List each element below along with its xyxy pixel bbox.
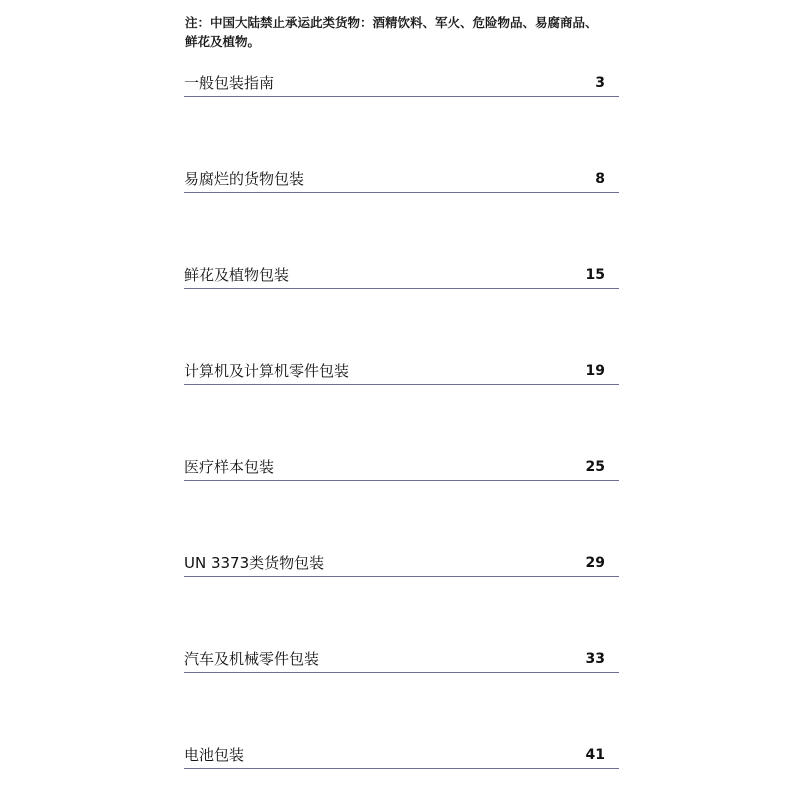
toc-entry-title: 电池包装 — [184, 746, 245, 764]
toc-entry-underline — [184, 768, 619, 769]
note-text — [185, 13, 625, 51]
toc-entry-title: 易腐烂的货物包装 — [184, 170, 305, 188]
note-line-2: 鲜花及植物。 — [185, 34, 261, 49]
toc-entry-title: 医疗样本包装 — [184, 458, 275, 476]
toc-entry-title: 计算机及计算机零件包装 — [184, 362, 350, 380]
toc-entry-perishable-packaging[interactable] — [184, 168, 619, 196]
toc-entry-title: 汽车及机械零件包装 — [184, 650, 320, 668]
toc-entry-underline — [184, 96, 619, 97]
toc-entry-page-number: 15 — [585, 267, 605, 283]
toc-entry-title: 鲜花及植物包装 — [184, 266, 290, 284]
toc-entry-underline — [184, 192, 619, 193]
toc-entry-battery-packaging[interactable] — [184, 744, 619, 772]
toc-entry-auto-parts-packaging[interactable] — [184, 648, 619, 676]
toc-entry-page-number: 41 — [585, 747, 605, 763]
toc-entry-page-number: 25 — [585, 459, 605, 475]
note-line-1: 注：中国大陆禁止承运此类货物：酒精饮料、军火、危险物品、易腐商品、 — [185, 15, 598, 30]
toc-entry-page-number: 33 — [585, 651, 605, 667]
toc-entry-page-number: 3 — [595, 75, 605, 91]
toc-entry-un3373-packaging[interactable] — [184, 552, 619, 580]
toc-entry-flowers-plants-packaging[interactable] — [184, 264, 619, 292]
toc-entry-title: 一般包装指南 — [184, 74, 275, 92]
toc-entry-medical-samples-packaging[interactable] — [184, 456, 619, 484]
toc-entry-underline — [184, 288, 619, 289]
toc-entry-computer-packaging[interactable] — [184, 360, 619, 388]
toc-entry-underline — [184, 384, 619, 385]
toc-entry-page-number: 8 — [595, 171, 605, 187]
toc-entry-underline — [184, 672, 619, 673]
toc-entry-underline — [184, 480, 619, 481]
toc-entry-underline — [184, 576, 619, 577]
toc-entry-general-packaging[interactable] — [184, 72, 619, 100]
toc-entry-page-number: 19 — [585, 363, 605, 379]
toc-entry-title: UN 3373类货物包装 — [184, 554, 325, 572]
toc-entry-page-number: 29 — [585, 555, 605, 571]
